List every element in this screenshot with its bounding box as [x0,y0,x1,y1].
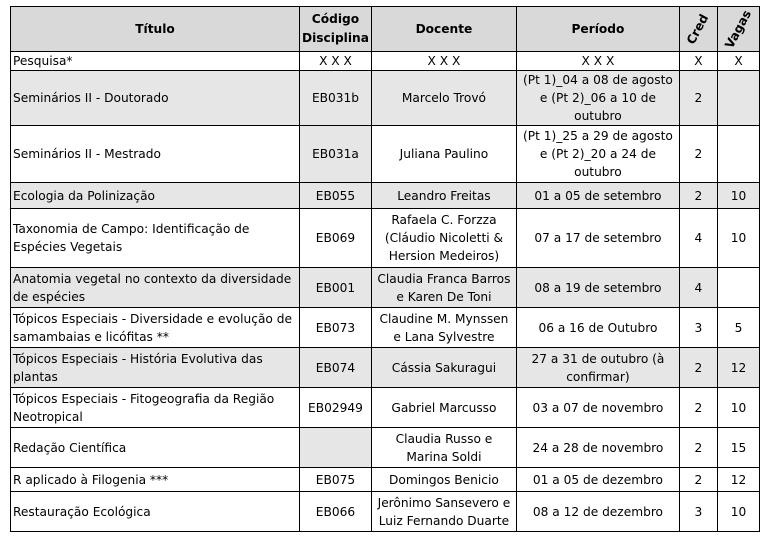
cell-titulo: Seminários II - Doutorado [11,71,300,126]
cell-titulo: Tópicos Especiais - Fitogeografia da Região Neotropical [11,388,300,428]
table-row [11,52,760,71]
cell-codigo [300,428,372,468]
cell-periodo: 03 a 07 de novembro [516,388,679,428]
cell-codigo: EB074 [300,348,372,388]
table-row [11,71,760,126]
cell-vagas [717,71,759,126]
cell-codigo: EB031b [300,71,372,126]
cell-docente: Gabriel Marcusso [371,388,516,428]
cell-docente: Claudia Franca Barros e Karen De Toni [371,268,516,308]
cell-docente: Claudia Russo e Marina Soldi [371,428,516,468]
cell-docente: Leandro Freitas [371,183,516,209]
cell-titulo: Tópicos Especiais - História Evolutiva das plantas [11,348,300,388]
header-cred [679,7,717,52]
cell-periodo: 24 a 28 de novembro [516,428,679,468]
cell-cred: 4 [679,268,717,308]
header-row [11,7,760,52]
table-body [11,52,760,532]
cell-titulo: Ecologia da Polinização [11,183,300,209]
cell-docente: Juliana Paulino [371,126,516,183]
cell-titulo: Tópicos Especiais - Diversidade e evolução de samambaias e licófitas ** [11,308,300,348]
cell-vagas [717,126,759,183]
cell-periodo: 01 a 05 de setembro [516,183,679,209]
cell-docente: Jerônimo Sansevero e Luiz Fernando Duarte [371,492,516,532]
courses-table [10,6,760,532]
cell-periodo: (Pt 1)_04 a 08 de agosto e (Pt 2)_06 a 10 de outubro [516,71,679,126]
cell-codigo: EB066 [300,492,372,532]
cell-vagas: 10 [717,492,759,532]
cell-periodo: 27 a 31 de outubro (à confirmar) [516,348,679,388]
cell-titulo: Pesquisa* [11,52,300,71]
cell-cred: X [679,52,717,71]
cell-vagas: 15 [717,428,759,468]
cell-periodo: 08 a 12 de dezembro [516,492,679,532]
cell-periodo: 01 a 05 de dezembro [516,468,679,492]
header-docente: Docente [371,7,516,52]
cell-periodo: (Pt 1)_25 a 29 de agosto e (Pt 2)_20 a 24 de outubro [516,126,679,183]
cell-docente: Cássia Sakuragui [371,348,516,388]
header-vagas-label: Vagas [722,7,754,51]
cell-vagas: 10 [717,183,759,209]
cell-titulo: Redação Científica [11,428,300,468]
cell-cred: 2 [679,183,717,209]
cell-periodo: X X X [516,52,679,71]
cell-codigo: EB031a [300,126,372,183]
cell-cred: 2 [679,428,717,468]
cell-codigo: EB073 [300,308,372,348]
cell-cred: 2 [679,71,717,126]
header-titulo: Título [11,7,300,52]
cell-vagas: X [717,52,759,71]
cell-vagas: 12 [717,468,759,492]
cell-titulo: Anatomia vegetal no contexto da diversidade de espécies [11,268,300,308]
header-periodo: Período [516,7,679,52]
table-row [11,126,760,183]
cell-cred: 3 [679,308,717,348]
table-row [11,308,760,348]
cell-vagas: 5 [717,308,759,348]
cell-vagas: 10 [717,388,759,428]
cell-docente: Claudine M. Mynssen e Lana Sylvestre [371,308,516,348]
cell-codigo: EB02949 [300,388,372,428]
header-cred-label: Cred [684,11,712,47]
cell-codigo: EB075 [300,468,372,492]
cell-docente: Marcelo Trovó [371,71,516,126]
cell-titulo: R aplicado à Filogenia *** [11,468,300,492]
header-codigo: Código Disciplina [300,7,372,52]
cell-cred: 2 [679,126,717,183]
cell-cred: 3 [679,492,717,532]
cell-titulo: Taxonomia de Campo: Identificação de Espécies Vegetais [11,209,300,268]
cell-docente: Domingos Benicio [371,468,516,492]
cell-titulo: Restauração Ecológica [11,492,300,532]
table-row [11,388,760,428]
table-row [11,183,760,209]
cell-periodo: 06 a 16 de Outubro [516,308,679,348]
cell-vagas: 12 [717,348,759,388]
table-row [11,209,760,268]
cell-cred: 4 [679,209,717,268]
cell-docente: Rafaela C. Forzza (Cláudio Nicoletti & Hersion Medeiros) [371,209,516,268]
cell-codigo: EB001 [300,268,372,308]
header-vagas [717,7,759,52]
cell-cred: 2 [679,388,717,428]
cell-codigo: X X X [300,52,372,71]
cell-vagas [717,268,759,308]
cell-codigo: EB069 [300,209,372,268]
cell-vagas: 10 [717,209,759,268]
cell-cred: 2 [679,468,717,492]
table-row [11,268,760,308]
cell-cred: 2 [679,348,717,388]
table-row [11,468,760,492]
cell-periodo: 07 a 17 de setembro [516,209,679,268]
table-row [11,428,760,468]
cell-docente: X X X [371,52,516,71]
cell-titulo: Seminários II - Mestrado [11,126,300,183]
cell-periodo: 08 a 19 de setembro [516,268,679,308]
table-row [11,492,760,532]
table-row [11,348,760,388]
cell-codigo: EB055 [300,183,372,209]
